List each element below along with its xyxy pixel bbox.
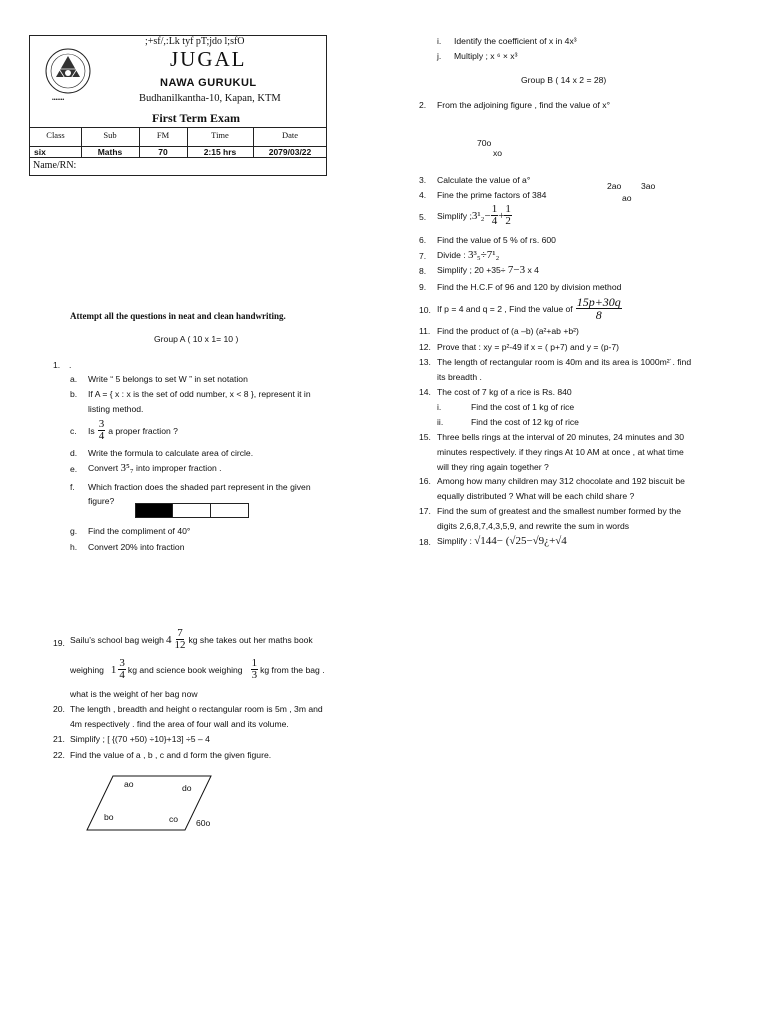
q19-whole-2: 1 — [110, 663, 117, 676]
label-f: f. — [70, 482, 75, 492]
fraction-denominator: 3 — [251, 669, 258, 681]
q19-whole-1: 4 — [165, 633, 172, 646]
q14ii-label: ii. — [437, 417, 444, 427]
q8-math: 7−3 — [507, 264, 526, 276]
q7 — [437, 249, 499, 261]
fig-label-60: 60o — [196, 818, 211, 828]
label-i: i. — [437, 36, 442, 46]
school-subname: NAWA GURUKUL — [160, 77, 257, 89]
q20-number: 20. — [53, 704, 65, 714]
q2-number: 2. — [419, 100, 427, 110]
q1j-text: Multiply ; x ⁶ × x³ — [454, 51, 518, 61]
q1f-text-line2: figure? — [88, 496, 115, 506]
q13-text-line1: The length of rectangular room is 40m and its area is 1000m²˙. find — [437, 357, 692, 367]
q16-number: 16. — [419, 476, 431, 486]
q1h-text: Convert 20% into fraction — [88, 542, 185, 552]
q19-fraction-2 — [118, 658, 126, 681]
q18-math: √144− (√25−√9¿+√4 — [474, 535, 567, 547]
instruction: Attempt all the questions in neat and clean handwriting. — [70, 311, 286, 321]
fraction-denominator: 8 — [595, 308, 602, 322]
exam-title: First Term Exam — [152, 111, 240, 125]
q1c-post: a proper fraction ? — [108, 425, 178, 436]
q13-text-line2: its breadth . — [437, 372, 482, 382]
fraction-numerator: 7 — [177, 627, 183, 639]
q5 — [437, 204, 512, 227]
fraction-numerator: 3 — [98, 418, 105, 430]
q7-number: 7. — [419, 251, 427, 261]
q8-post: x 4 — [527, 265, 539, 275]
q10-fraction — [576, 296, 622, 321]
q3-number: 3. — [419, 175, 427, 185]
label-a: a. — [70, 374, 78, 384]
unshaded-part — [172, 503, 211, 518]
q1i-text: Identify the coefficient of x in 4x³ — [454, 36, 577, 46]
fig-label-d: do — [182, 783, 192, 793]
fraction-denominator: 4 — [98, 430, 105, 442]
q18-pre: Simplify : — [437, 536, 472, 546]
q1d-text: Write the formula to calculate area of circle. — [88, 448, 254, 458]
q17-number: 17. — [419, 506, 431, 516]
table-header-date: Date — [281, 130, 299, 140]
fraction-numerator: 1 — [251, 657, 258, 669]
q8-number: 8. — [419, 266, 427, 276]
q15-number: 15. — [419, 432, 431, 442]
table-value-time: 2:15 hrs — [203, 147, 237, 157]
q1e-mixed-number: 3⁵₇ — [120, 462, 134, 474]
q18-number: 18. — [419, 537, 431, 547]
table-value-date: 2079/03/22 — [268, 147, 312, 157]
label-g: g. — [70, 526, 78, 536]
fraction-three-fourths — [98, 419, 106, 442]
school-name: JUGAL — [170, 47, 247, 71]
q1-number: 1. — [53, 360, 61, 370]
q18 — [437, 535, 567, 547]
school-address: Budhanilkantha-10, Kapan, KTM — [139, 93, 281, 104]
q19-text-d: kg and science book weighing — [127, 664, 243, 675]
fraction-numerator: 3 — [119, 657, 125, 669]
fraction-numerator: 15p+30q — [576, 295, 621, 309]
q22-number: 22. — [53, 750, 65, 760]
nepali-line: ;+sf/,:Lk tyf pT;jdo l;sfO — [145, 36, 245, 47]
q19-number: 19. — [53, 638, 65, 648]
q16-text-line1: Among how many children may 312 chocolate and 192 biscuit be — [437, 476, 685, 486]
label-b: b. — [70, 389, 78, 399]
table-value-sub: Maths — [97, 147, 123, 157]
q19-line1 — [70, 628, 313, 651]
table-value-class: six — [34, 147, 46, 157]
shaded-part — [135, 503, 173, 518]
table-value-fm: 70 — [158, 147, 168, 157]
q19-text-e: kg from the bag . — [260, 664, 325, 675]
q3-figure-label-3a: 3ao — [641, 181, 656, 191]
q9-text: Find the H.C.F of 96 and 120 by division method — [437, 282, 622, 292]
q6-number: 6. — [419, 235, 427, 245]
q1g-text: Find the compliment of 40° — [88, 526, 191, 536]
unshaded-part — [210, 503, 249, 518]
fraction-denominator: 12 — [174, 639, 186, 651]
q1f-text-line1: Which fraction does the shaded part represent in the given — [88, 482, 311, 492]
school-logo — [44, 47, 92, 95]
q10-pre: If p = 4 and q = 2 , Find the value of — [437, 303, 573, 314]
q20-text-line2: 4m respectively . find the area of four wall and its volume. — [70, 719, 289, 729]
q10-number: 10. — [419, 305, 431, 315]
q15-text-line1: Three bells rings at the interval of 20 minutes, 24 minutes and 30 — [437, 432, 684, 442]
q2-figure-label-x: xo — [493, 148, 503, 158]
q5-pre: Simplify ; — [437, 210, 472, 221]
q14-number: 14. — [419, 387, 431, 397]
label-e: e. — [70, 464, 78, 474]
q1-dot: . — [69, 360, 72, 370]
label-d: d. — [70, 448, 78, 458]
q1e — [88, 462, 222, 474]
q19-fraction-1 — [173, 628, 186, 651]
q2-figure-label-70: 70o — [477, 138, 492, 148]
q3-figure-label-2a: 2ao — [607, 181, 622, 191]
q8 — [437, 264, 539, 276]
q4-text: Fine the prime factors of 384 — [437, 190, 547, 200]
q1b-text-line2: listing method. — [88, 404, 144, 414]
q14i-label: i. — [437, 402, 442, 412]
q1e-post: into improper fraction . — [136, 463, 222, 473]
fig-label-c: co — [169, 814, 179, 824]
q19-text-f: what is the weight of her bag now — [70, 689, 198, 699]
q12-number: 12. — [419, 342, 431, 352]
q7-pre: Divide : — [437, 250, 466, 260]
q1c — [88, 419, 178, 442]
q9-number: 9. — [419, 282, 427, 292]
q5-plus: + — [498, 209, 505, 222]
q1b-text-line1: If A = { x : x is the set of odd number, x < 8 }, represent it in — [88, 389, 311, 399]
q19-line2 — [70, 658, 325, 681]
q19-text-c: weighing — [70, 664, 104, 675]
q17-text-line2: digits 2,6,8,7,4,3,5,9, and rewrite the sum in words — [437, 521, 630, 531]
q19-text-b: kg she takes out her maths book — [188, 634, 313, 645]
table-header-fm: FM — [156, 130, 170, 140]
q1a-text: Write “ 5 belongs to set W ” in set notation — [88, 374, 248, 384]
q5-fraction-2 — [504, 204, 512, 227]
q5-fraction-1 — [491, 204, 499, 227]
fraction-numerator: 1 — [505, 203, 511, 215]
q20-text-line1: The length , breadth and height o rectangular room is 5m , 3m and — [70, 704, 323, 714]
q1c-pre: Is — [88, 425, 95, 436]
fig-label-a: ao — [124, 779, 134, 789]
q1e-pre: Convert — [88, 463, 119, 473]
fraction-numerator: 1 — [491, 203, 498, 215]
q15-text-line2: minutes respectively. if they rings At 10 AM at once , at what time — [437, 447, 684, 457]
fraction-denominator: 4 — [491, 215, 498, 227]
group-a-title: Group A ( 10 x 1= 10 ) — [154, 334, 239, 344]
q8-pre: Simplify ; 20 +35÷ — [437, 265, 506, 275]
label-c: c. — [70, 426, 77, 436]
fig-label-b: bo — [104, 812, 114, 822]
q15-text-line3: will they ring again together ? — [437, 462, 549, 472]
parallelogram-figure — [85, 770, 220, 840]
q11-text: Find the product of (a –b) (a²+ab +b²) — [437, 326, 579, 336]
q17-text-line1: Find the sum of greatest and the smallest number formed by the — [437, 506, 682, 516]
q11-number: 11. — [419, 326, 431, 336]
q6-text: Find the value of 5 % of rs. 600 — [437, 235, 556, 245]
q12-text: Prove that : xy = p²-49 if x = ( p+7) and y = (p-7) — [437, 342, 619, 352]
q5-mixed-number: 3¹₂− — [471, 209, 491, 222]
q14ii-text: Find the cost of 12 kg of rice — [471, 417, 579, 427]
q4-number: 4. — [419, 190, 427, 200]
fraction-denominator: 4 — [119, 669, 125, 681]
q14i-text: Find the cost of 1 kg of rice — [471, 402, 575, 412]
q2-text: From the adjoining figure , find the value of x° — [437, 100, 611, 110]
q14-text: The cost of 7 kg of a rice is Rs. 840 — [437, 387, 572, 397]
q21-number: 21. — [53, 734, 65, 744]
q3-text: Calculate the value of a° — [437, 175, 531, 185]
label-j: j. — [437, 51, 442, 61]
table-header-class: Class — [46, 130, 65, 140]
q19-fraction-3 — [251, 658, 259, 681]
logo-caption: ••••••• — [52, 97, 65, 103]
q3-figure-label-a: ao — [622, 193, 632, 203]
group-b-title: Group B ( 14 x 2 = 28) — [521, 75, 607, 85]
name-label: Name/RN: — [33, 160, 77, 171]
q19-text-a: Sailu’s school bag weigh — [70, 634, 164, 645]
q7-math: 3³₅÷7¹₂ — [468, 249, 500, 261]
q21-text: Simplify ; [ {(70 +50) ÷10}+13] ÷5 – 4 — [70, 734, 210, 744]
q10 — [437, 296, 622, 321]
q22-text: Find the value of a , b , c and d form the given figure. — [70, 750, 272, 760]
q5-number: 5. — [419, 212, 427, 222]
q16-text-line2: equally distributed ? What will be each child share ? — [437, 491, 635, 501]
q13-number: 13. — [419, 357, 431, 367]
fraction-denominator: 2 — [505, 215, 511, 227]
label-h: h. — [70, 542, 78, 552]
table-header-sub: Sub — [103, 130, 117, 140]
table-header-time: Time — [211, 130, 229, 140]
